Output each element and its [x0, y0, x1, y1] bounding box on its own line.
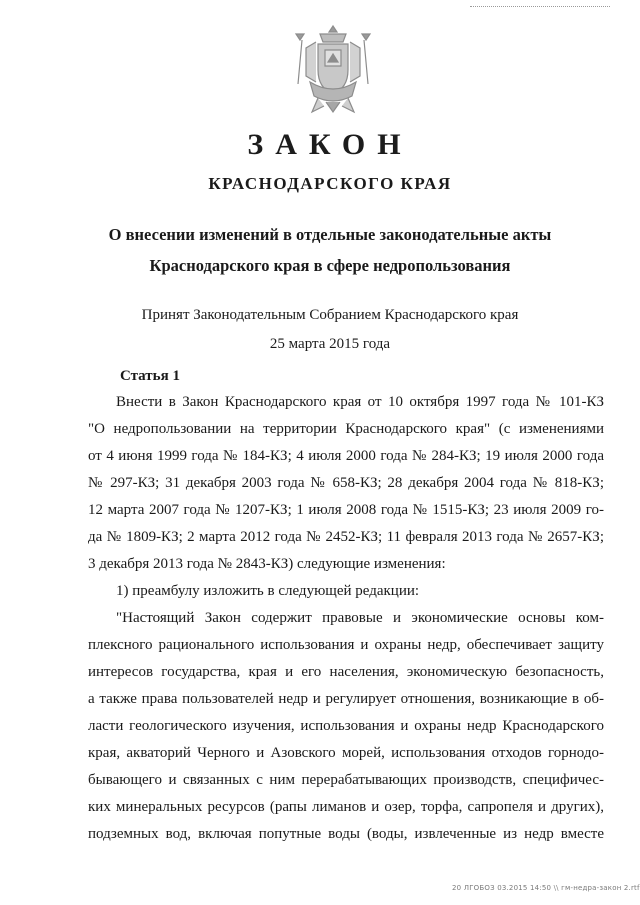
scan-edge-mark [470, 6, 610, 9]
adoption-statement: Принят Законодательным Собранием Краснодарского края [141, 307, 519, 323]
law-heading-line-2: Краснодарского края в сфере недропользования [149, 256, 511, 275]
body-line: да № 1809-КЗ; 2 марта 2012 года № 2452-КЗ; 11 февраля 2013 года № 2657-КЗ; [88, 529, 604, 545]
document-subtitle: КРАСНОДАРСКОГО КРАЯ [208, 174, 452, 193]
adoption-date: 25 марта 2015 года [269, 336, 391, 352]
body-line: края, акваторий Черного и Азовского морей, использования отходов горнодо- [88, 745, 604, 761]
list-item: 1) преамбулу изложить в следующей редакции: [116, 583, 420, 599]
body-line: 3 декабря 2013 года № 2843-КЗ) следующие изменения: [88, 556, 446, 572]
body-line: плексного рационального использования и охраны недр, обеспечивает защиту [88, 637, 604, 653]
body-line: бывающего и связанных с ним перерабатывающих производств, специфичес- [88, 772, 604, 788]
body-line: ких минеральных ресурсов (рапы лиманов и озер, торфа, сапропеля и других), [88, 799, 604, 815]
body-line: "О недропользовании на территории Краснодарского края" (с изменениями [88, 421, 604, 437]
coat-of-arms-icon [290, 20, 376, 120]
body-line: Внести в Закон Краснодарского края от 10 октября 1997 года № 101-КЗ [116, 394, 604, 410]
body-line: интересов государства, края и его населения, экономическую безопасность, [88, 664, 604, 680]
body-line: подземных вод, включая попутные воды (воды, извлеченные из недр вместе [88, 826, 604, 842]
body-line: от 4 июня 1999 года № 184-КЗ; 4 июля 2000 года № 284-КЗ; 19 июля 2000 года [88, 448, 604, 464]
document-title: ЗАКОН [247, 128, 413, 161]
body-line: № 297-КЗ; 31 декабря 2003 года № 658-КЗ; 28 декабря 2004 года № 818-КЗ; [88, 475, 604, 491]
law-heading-line-1: О внесении изменений в отдельные законодательные акты [108, 225, 552, 244]
body-line: 12 марта 2007 года № 1207-КЗ; 1 июля 2008 года № 1515-КЗ; 23 июля 2009 го- [88, 502, 604, 518]
body-line: ласти геологического изучения, использования и охраны недр Краснодарского [88, 718, 604, 734]
body-line: а также права пользователей недр и регулирует отношения, возникающие в об- [88, 691, 604, 707]
body-line: "Настоящий Закон содержит правовые и экономические основы ком- [116, 610, 604, 626]
article-label: Статья 1 [120, 368, 180, 384]
file-stamp: 20 ЛГОБОЗ 03.2015 14:50 \\ гм-недра-закон 2.rtf [452, 884, 640, 892]
